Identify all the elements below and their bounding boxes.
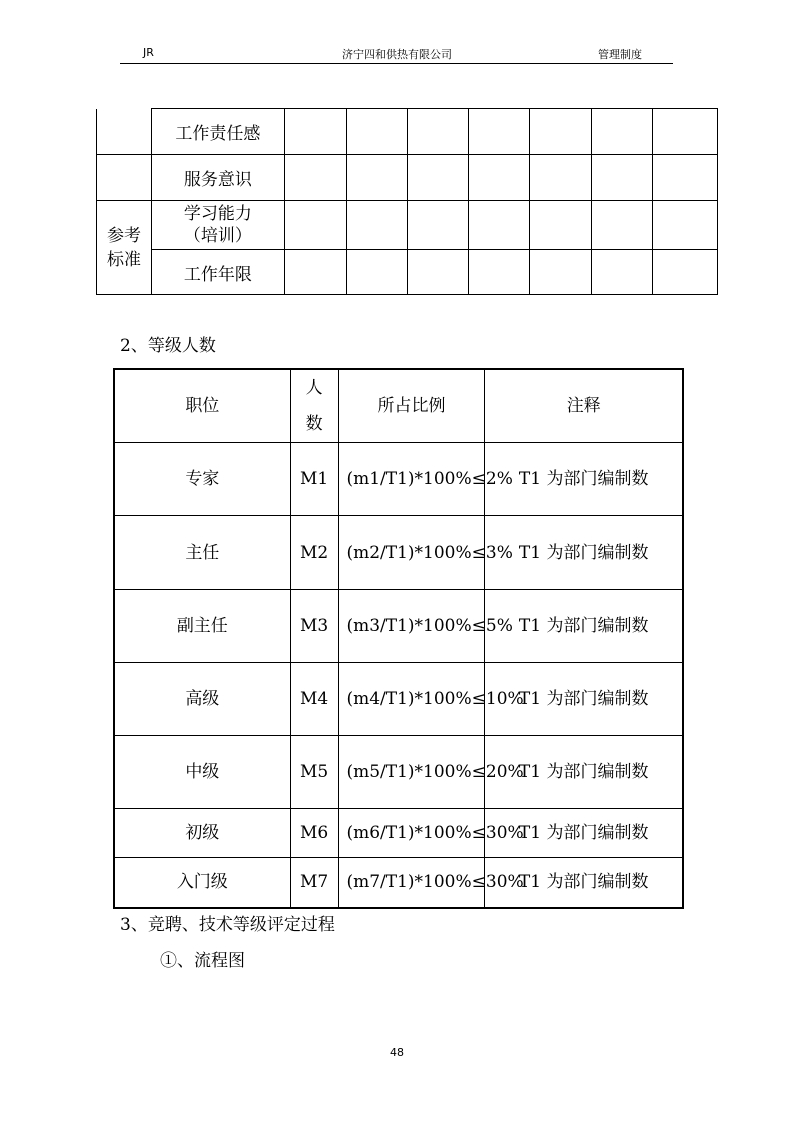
page-number: 48: [390, 1046, 404, 1059]
section-3-subtitle: ①、流程图: [160, 951, 245, 971]
note-cell: T1 为部门编制数: [485, 516, 683, 590]
count-cell: M3: [290, 590, 338, 663]
count-cell: M7: [290, 858, 338, 908]
position-cell: 初级: [114, 809, 290, 858]
header-count-text: 人数: [305, 378, 323, 434]
group-cell-empty: [97, 109, 152, 155]
criterion-label: 工作年限: [151, 250, 284, 295]
ratio-text: (m1/T1)*100%≤2%: [346, 469, 513, 489]
evaluation-table: [96, 108, 718, 295]
header-position: 职位: [114, 369, 290, 443]
ratio-text: (m2/T1)*100%≤3%: [346, 542, 513, 563]
count-cell: M4: [290, 663, 338, 736]
ratio-cell: [338, 809, 524, 858]
criterion-label: 服务意识: [151, 155, 284, 201]
position-cell: 主任: [114, 516, 290, 590]
note-cell: T1 为部门编制数: [485, 858, 683, 908]
count-cell: M1: [290, 443, 338, 516]
ratio-cell: [338, 736, 524, 809]
ratio-cell: [338, 590, 513, 663]
header-ratio: 所占比例: [338, 369, 485, 443]
header-company: 济宁四和供热有限公司: [342, 48, 452, 61]
ratio-text: (m5/T1)*100%≤20%: [346, 762, 524, 782]
ratio-cell: [338, 516, 513, 590]
position-cell: 中级: [114, 736, 290, 809]
position-cell: 入门级: [114, 858, 290, 908]
count-cell: M6: [290, 809, 338, 858]
section-3-title: 3、竞聘、技术等级评定过程: [120, 915, 335, 935]
criterion-label-text: 学习能力（培训）: [183, 204, 252, 246]
header-count: [290, 369, 338, 443]
ratio-cell: [338, 443, 513, 516]
header-left: JR: [143, 46, 154, 59]
count-cell: M5: [290, 736, 338, 809]
group-label: [97, 201, 152, 295]
position-cell: 高级: [114, 663, 290, 736]
header-rule: [120, 63, 673, 64]
ratio-text: (m4/T1)*100%≤10%: [346, 689, 524, 709]
header-right: 管理制度: [598, 48, 642, 61]
note-cell: T1 为部门编制数: [485, 590, 683, 663]
header-note: 注释: [485, 369, 683, 443]
position-cell: 专家: [114, 443, 290, 516]
note-cell: T1 为部门编制数: [485, 736, 683, 809]
grade-count-table: [113, 368, 684, 909]
note-cell: T1 为部门编制数: [485, 443, 683, 516]
position-cell: 副主任: [114, 590, 290, 663]
criterion-label: [151, 201, 284, 250]
group-cell-empty: [97, 155, 152, 201]
section-2-title: 2、等级人数: [120, 336, 216, 356]
note-cell: T1 为部门编制数: [485, 663, 683, 736]
criterion-label: 工作责任感: [151, 109, 284, 155]
ratio-cell: [338, 858, 524, 908]
ratio-cell: [338, 663, 524, 736]
note-cell: T1 为部门编制数: [485, 809, 683, 858]
count-cell: M2: [290, 516, 338, 590]
group-label-text: 参考标准: [106, 225, 141, 270]
ratio-text: (m7/T1)*100%≤30%: [346, 872, 524, 893]
ratio-text: (m3/T1)*100%≤5%: [346, 616, 513, 636]
ratio-text: (m6/T1)*100%≤30%: [346, 823, 524, 843]
